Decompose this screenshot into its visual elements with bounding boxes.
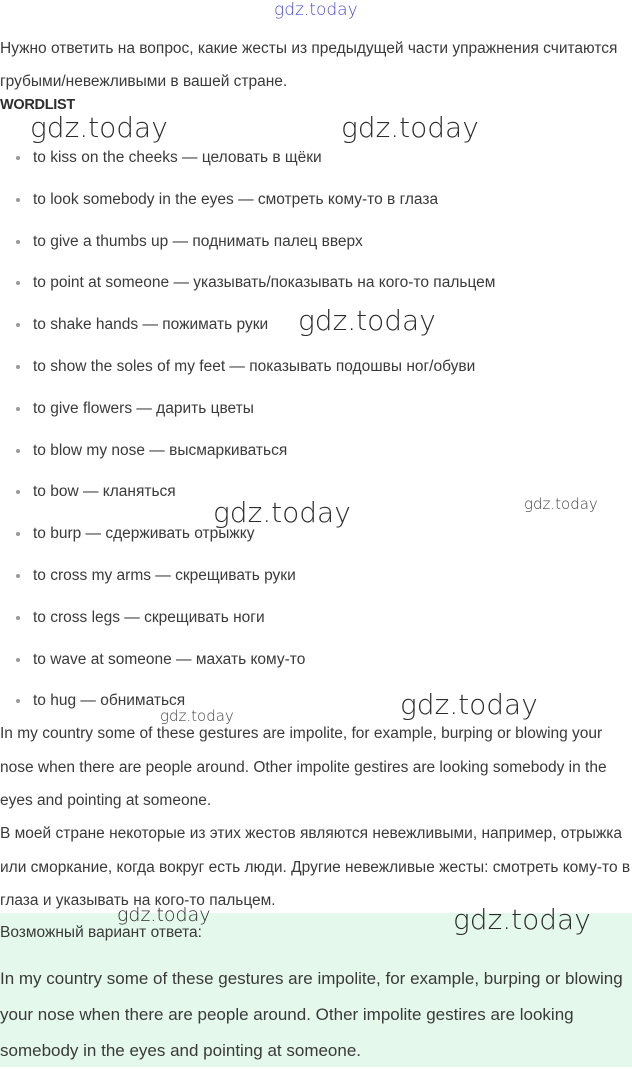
watermark-text: gdz.today [213,496,351,529]
list-item [0,430,632,472]
list-item-text: to cross legs — скрещивать ноги [33,608,265,626]
bullet-icon [16,532,20,536]
bullet-icon [16,240,20,244]
bullet-icon [16,449,20,453]
wordlist-title: WORDLIST [0,97,75,113]
answer-russian: В моей стране некоторые из этих жестов являются невежливыми, например, отрыжка или сморкание, когда вокруг есть люди. Другие невежливые жесты: смотреть кому-то в глаза и указывать на кого-то пальцем. [0,825,631,909]
wordlist [0,137,632,725]
list-item-text: to show the soles of my feet — показывать подошвы ног/обуви [33,357,476,375]
list-item-text: to burp — сдерживать отрыжку [33,525,255,543]
bullet-icon [16,490,20,494]
list-item [0,179,632,221]
bullet-icon [16,365,20,369]
bullet-icon [16,156,20,160]
list-item-text: to shake hands — пожимать руки [33,316,269,334]
watermark-text: gdz.today [298,304,436,337]
watermark-text: gdz.today [453,903,591,936]
list-item-text: to point at someone — указывать/показывать на кого-то пальцем [33,274,496,292]
list-item [0,346,632,388]
watermark-text: gdz.today [30,111,168,144]
watermark-text: gdz.today [524,495,598,513]
bullet-icon [16,198,20,202]
list-item [0,221,632,263]
list-item-text: to wave at someone — махать кому-то [33,650,306,668]
possible-answer-text: In my country some of these gestures are impolite, for example, burping or blowing your nose when there are people around. Other impolite gestires are looking somebody in the eyes and pointing at someone. [0,969,623,1060]
list-item-text: to give a thumbs up — поднимать палец вверх [33,232,363,250]
possible-answer-box [0,913,632,1067]
list-item-text: to kiss on the cheeks — целовать в щёки [33,149,322,166]
watermark-text: gdz.today [400,688,538,721]
bullet-icon [16,323,20,327]
list-item-text: to bow — кланяться [33,483,176,501]
bullet-icon [16,616,20,620]
watermark-text: gdz.today [117,904,211,926]
watermark-text: gdz.today [160,707,234,725]
list-item [0,639,632,681]
list-item-text: to hug — обниматься [33,692,186,710]
list-item [0,597,632,639]
bullet-icon [16,407,20,411]
list-item [0,388,632,430]
list-item [0,555,632,597]
list-item-text: to blow my nose — высмаркиваться [33,441,288,459]
watermark-text: gdz.today [341,111,479,144]
watermark-logo: gdz.today [274,0,358,20]
bullet-icon [16,281,20,285]
bullet-icon [16,658,20,662]
question-text: Нужно ответить на вопрос, какие жесты из предыдущей части упражнения считаются грубыми/невежливыми в вашей стране. [0,40,618,90]
list-item-text: to look somebody in the eyes — смотреть кому-то в глаза [33,190,439,208]
answer-english: In my country some of these gestures are impolite, for example, burping or blowing your nose when there are people around. Other impolite gestires are looking somebody in the eyes and pointing at someone. [0,725,607,809]
bullet-icon [16,699,20,703]
list-item-text: to give flowers — дарить цветы [33,399,254,417]
bullet-icon [16,574,20,578]
list-item-text: to cross my arms — скрещивать руки [33,566,296,584]
list-item [0,262,632,304]
possible-answer-label: Возможный вариант ответа: [0,924,202,941]
